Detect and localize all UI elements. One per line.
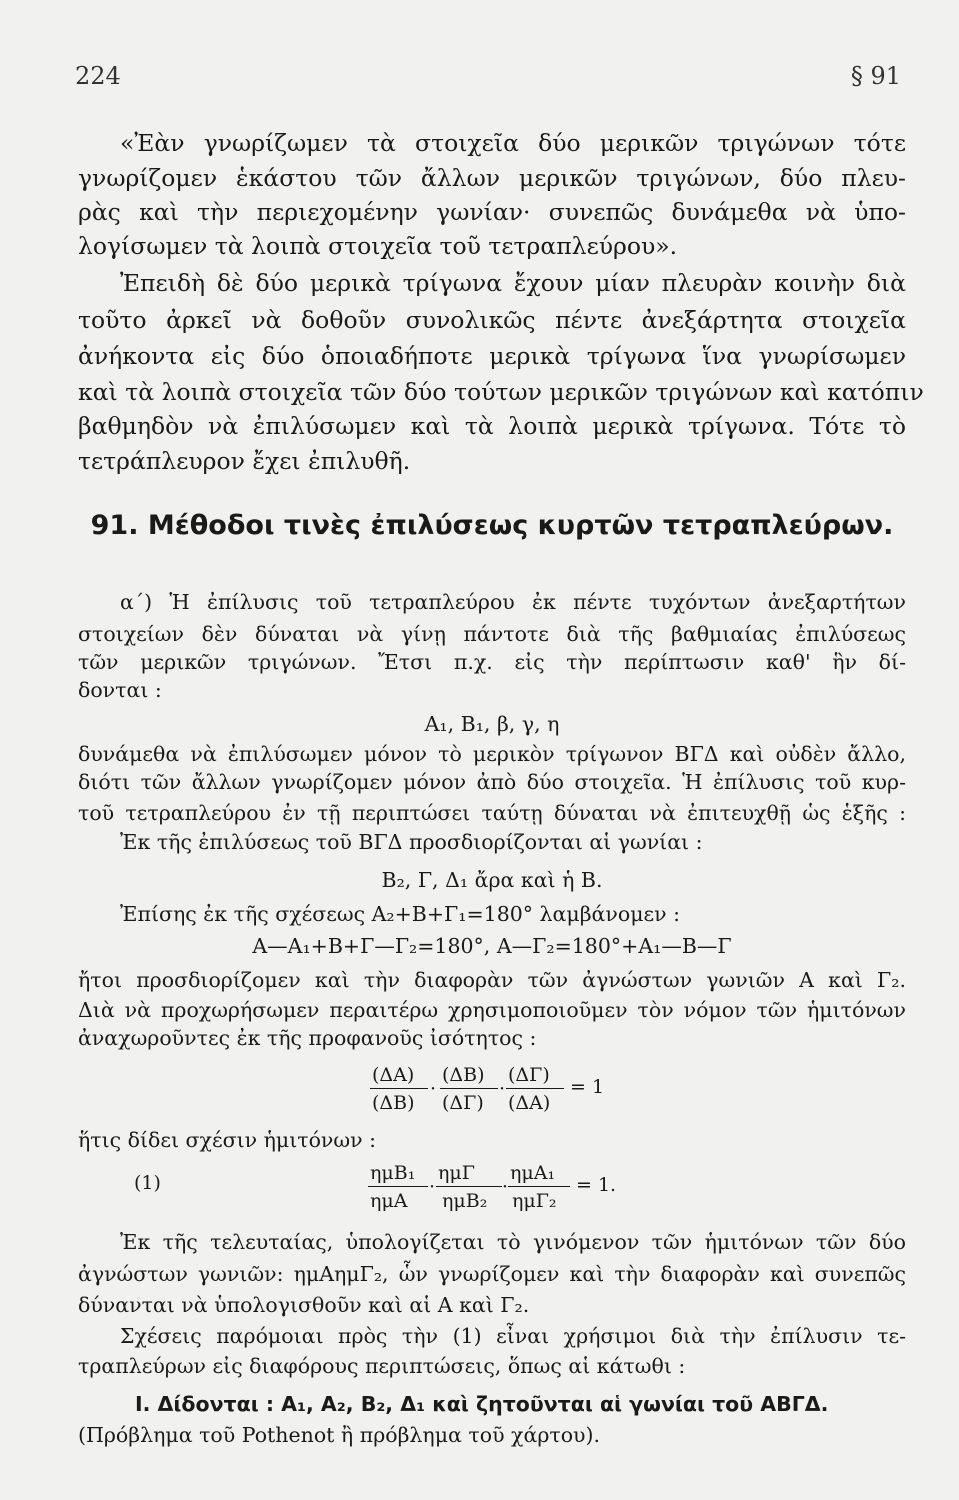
text-line: δυνάμεθα νὰ ἐπιλύσωμεν μόνον τὸ μερικὸν τρίγωνον ΒΓΔ καὶ οὐδὲν ἄλλο, (78, 742, 906, 766)
section-heading: 91. Μέθοδοι τινὲς ἐπιλύσεως κυρτῶν τετραπλεύρων. (90, 510, 894, 541)
numerator: (ΔB) (442, 1064, 485, 1086)
case-one-heading: I. Δίδονται : A₁, A₂, B₂, Δ₁ καὶ ζητοῦνται αἱ γωνίαι τοῦ ABΓΔ. (135, 1392, 829, 1416)
text-line: στοιχείων δὲν δύναται νὰ γίνῃ πάντοτε διὰ τῆς βαθμιαίας ἐπιλύσεως (78, 622, 906, 646)
denominator: ημΓ₂ (512, 1190, 557, 1212)
text-line: ἀγνώστων γωνιῶν: ημAημΓ₂, ὧν γνωρίζομεν καὶ τὴν διαφορὰν καὶ συνεπῶς (78, 1262, 906, 1286)
text-line: τῶν μερικῶν τριγώνων. Ἔτσι π.χ. εἰς τὴν περίπτωσιν καθ' ἣν δί- (78, 650, 906, 674)
numerator: ημΓ (438, 1162, 475, 1184)
fraction-bar (508, 1186, 570, 1187)
text-line: γνωρίζομεν ἑκάστου τῶν ἄλλων μερικῶν τριγώνων, δύο πλευ- (78, 164, 906, 192)
denominator: ημB₂ (442, 1190, 488, 1212)
text-line: Ἐκ τῆς τελευταίας, ὑπολογίζεται τὸ γινόμενον τῶν ἡμιτόνων τῶν δύο (120, 1230, 906, 1254)
page-number: 224 (75, 62, 121, 90)
equals-one: = 1 (570, 1076, 605, 1098)
text-line: τετράπλευρον ἔχει ἐπιλυθῆ. (78, 447, 411, 475)
text-line: ἥτις δίδει σχέσιν ἡμιτόνων : (78, 1128, 376, 1152)
text-line: τοῦτο ἀρκεῖ νὰ δοθοῦν συνολικῶς πέντε ἀνεξάρτητα στοιχεῖα (78, 306, 906, 334)
text-line: Ἐκ τῆς ἐπιλύσεως τοῦ ΒΓΔ προσδιορίζονται αἱ γωνίαι : (120, 830, 703, 854)
denominator: (ΔB) (372, 1092, 415, 1114)
text-line: ἀναχωροῦντες ἐκ τῆς προφανοῦς ἰσότητος : (78, 1026, 537, 1050)
text-line: ρὰς καὶ τὴν περιεχομένην γωνίαν· συνεπῶς δυνάμεθα νὰ ὑπο- (78, 198, 906, 226)
equation-label: (1) (134, 1172, 161, 1194)
denominator: (ΔΓ) (442, 1092, 484, 1114)
equals-one: = 1. (576, 1174, 617, 1196)
fraction-bar (370, 1088, 428, 1089)
dot-operator: · (502, 1176, 509, 1198)
ratio-identity (368, 1064, 628, 1124)
text-line: δονται : (78, 678, 162, 702)
numerator: ημB₁ (370, 1162, 416, 1184)
text-line: διότι τῶν ἄλλων γνωρίζομεν μόνον ἀπὸ δύο στοιχεῖα. Ἡ ἐπίλυσις τοῦ κυρ- (78, 770, 906, 794)
dot-operator: · (429, 1176, 436, 1198)
text-line: καὶ τὰ λοιπὰ στοιχεῖα τῶν δύο τούτων μερικῶν τριγώνων καὶ κατόπιν (78, 378, 924, 406)
numerator: ημA₁ (510, 1162, 556, 1184)
numerator: (ΔA) (372, 1064, 415, 1086)
angles-line: B₂, Γ, Δ₁ ἄρα καὶ ἡ B. (381, 868, 603, 892)
text-line: τοῦ τετραπλεύρου ἐν τῇ περιπτώσει ταύτῃ δύναται νὰ ἐπιτευχθῇ ὡς ἑξῆς : (78, 801, 906, 825)
dot-operator: · (499, 1078, 506, 1100)
denominator: ημA (370, 1190, 408, 1212)
text-line: λογίσωμεν τὰ λοιπὰ στοιχεῖα τοῦ τετραπλεύρου». (78, 232, 678, 260)
fraction-bar (506, 1088, 564, 1089)
text-line: Ἐπειδὴ δὲ δύο μερικὰ τρίγωνα ἔχουν μίαν πλευρὰν κοινὴν διὰ (120, 269, 906, 297)
fraction-bar (368, 1186, 428, 1187)
text-line: Διὰ νὰ προχωρήσωμεν περαιτέρω χρησιμοποιοῦμεν τὸν νόμον τῶν ἡμιτόνων (78, 998, 906, 1022)
page-header (75, 62, 901, 102)
text-line: δύνανται νὰ ὑπολογισθοῦν καὶ αἱ A καὶ Γ₂. (78, 1293, 530, 1317)
section-marker: § 91 (850, 62, 901, 90)
text-line: Σχέσεις παρόμοιαι πρὸς τὴν (1) εἶναι χρήσιμοι διὰ τὴν ἐπίλυσιν τε- (120, 1324, 906, 1348)
text-line: τραπλεύρων εἰς διαφόρους περιπτώσεις, ὅπως αἱ κάτωθι : (78, 1354, 686, 1378)
given-elements: A₁, B₁, β, γ, η (424, 712, 560, 736)
relation-line: Ἐπίσης ἐκ τῆς σχέσεως A₂+B+Γ₁=180° λαμβάνομεν : (120, 902, 681, 926)
dot-operator: · (430, 1078, 437, 1100)
text-line: βαθμηδὸν νὰ ἐπιλύσωμεν καὶ τὰ λοιπὰ μερικὰ τρίγωνα. Τότε τὸ (78, 412, 906, 440)
denominator: (ΔA) (508, 1092, 551, 1114)
text-line: ἤτοι προσδιορίζομεν καὶ τὴν διαφορὰν τῶν ἀγνώστων γωνιῶν A καὶ Γ₂. (78, 968, 906, 992)
case-one-note: (Πρόβλημα τοῦ Pothenot ἢ πρόβλημα τοῦ χάρτου). (78, 1423, 601, 1447)
fraction-bar (436, 1186, 502, 1187)
text-line: «Ἐὰν γνωρίζωμεν τὰ στοιχεῖα δύο μερικῶν τριγώνων τότε (120, 129, 906, 157)
numerator: (ΔΓ) (508, 1064, 550, 1086)
text-line: α΄) Ἡ ἐπίλυσις τοῦ τετραπλεύρου ἐκ πέντε τυχόντων ἀνεξαρτήτων (120, 590, 906, 614)
fraction-bar (440, 1088, 498, 1089)
equation-line: A—A₁+B+Γ—Γ₂=180°, A—Γ₂=180°+A₁—B—Γ (252, 934, 732, 958)
sine-relation (78, 1162, 678, 1222)
text-line: ἀνήκοντα εἰς δύο ὁποιαδήποτε μερικὰ τρίγωνα ἵνα γνωρίσωμεν (78, 342, 906, 370)
